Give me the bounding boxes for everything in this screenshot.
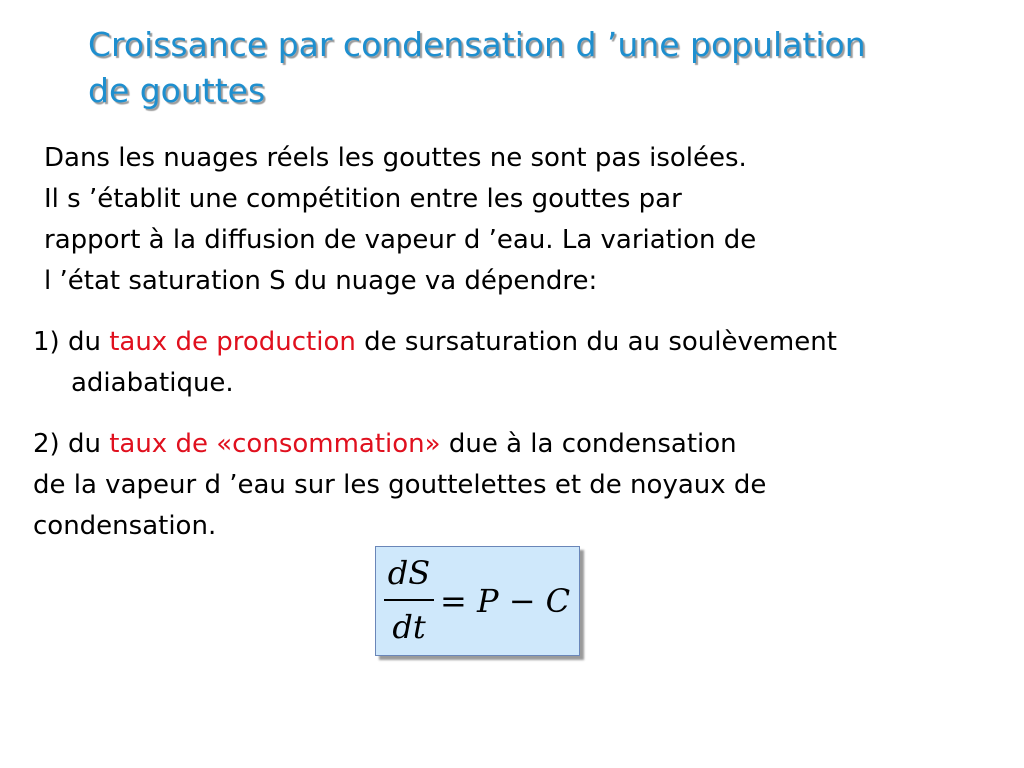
equation-equals: = [440,582,467,620]
item1-prefix: 1) du [33,327,110,357]
equation-right-side [440,579,570,623]
equation-p: P [476,582,499,620]
item2-line-1 [33,424,1018,465]
title-line-2: de gouttes [88,71,266,110]
item1-highlight: taux de production [109,327,356,357]
intro-line-3: rapport à la diffusion de vapeur d ’eau. La variation de [44,225,757,255]
equation-c: C [545,582,571,620]
item1-continuation: adiabatique. [71,368,234,398]
fraction-bar [384,599,434,601]
list-item-production [33,322,1018,404]
slide-title [88,22,988,114]
item2-line-2: de la vapeur d ’eau sur les gouttelettes et de noyaux de [33,470,767,500]
item1-line-1 [33,322,1018,363]
intro-line-2: Il s ’établit une compétition entre les gouttes par [44,184,682,214]
equation-numerator: dS [387,554,431,592]
item2-suffix: due à la condensation [440,429,737,459]
item2-line-3: condensation. [33,511,217,541]
title-line-1: Croissance par condensation d ’une population [88,25,866,64]
intro-line-1: Dans les nuages réels les gouttes ne sont pas isolées. [44,143,747,173]
equation-fraction [384,551,434,649]
item1-suffix: de sursaturation du au soulèvement [355,327,837,357]
equation-minus: − [508,582,536,620]
equation-box [375,546,580,656]
intro-paragraph [44,138,1004,302]
item2-prefix: 2) du [33,429,110,459]
intro-line-4: l ’état saturation S du nuage va dépendre: [44,266,598,296]
list-item-consommation [33,424,1018,547]
item2-highlight: taux de «consommation» [109,429,441,459]
equation-denominator: dt [392,608,426,646]
